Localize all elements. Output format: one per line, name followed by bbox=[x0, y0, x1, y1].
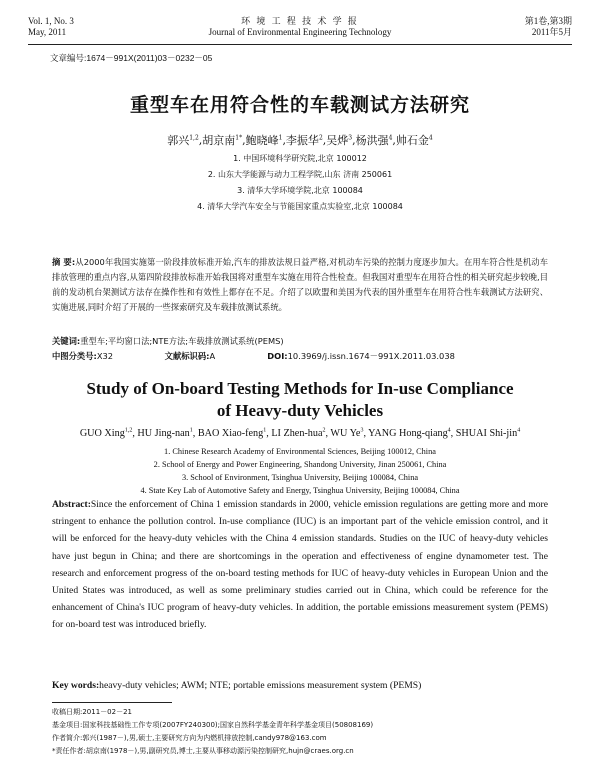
title-en-line: of Heavy-duty Vehicles bbox=[216, 401, 384, 420]
author-en: , WU Ye bbox=[325, 428, 361, 439]
date-zh: 2011年5月 bbox=[531, 27, 572, 37]
abstract-zh-text: 从2000年我国实施第一阶段排放标准开始,汽车的排放法规日益严格,对机动车污染的控制力度逐步加大。在用车符合性是机动车排放管理的重点内容,从第四阶段排放标准开始我国将对重型车实施在用符合性检查。但我国对重型车在用符合性的相关研究起步较晚,目前的发动机台架测试方法存在操作性和有效性上都存在不足。介绍了以欧盟和美国为代表的国外重型车在用符合性车载测试方法研究、实施进展,同时介绍了开展的一些探索研究及车载排放测试系统。 bbox=[52, 257, 548, 312]
clc-value: X32 bbox=[96, 351, 114, 361]
author-zh: ,杨洪强 bbox=[352, 134, 389, 147]
affiliation-zh: 4. 清华大学汽车安全与节能国家重点实验室,北京 100084 bbox=[197, 202, 403, 211]
author-sup: 1 bbox=[189, 427, 193, 434]
abstract-en-text: Since the enforcement of China 1 emission standards in 2000, vehicle emission regulations are getting more and more stringent to enhance the pollution control. In-use compliance (IUC) is an important part of the vehicle emission control, and it will be enforced for the heavy-duty vehicles with the China 4 emission standards. Studies on the IUC of heavy-duty vehicles have just begun in China; and there are shortcomings in the operation and effectiveness of engine dynamometer test. The research and enforcement progress of the on-board testing methods for IUC of heavy-duty vehicles in European Union and the United States was introduced, as well as some preliminary studies carried out in China, which could be reference for the enhancement of China's IUC program of heavy-duty vehicles. In addition, the portable emissions measurement system (PEMS) for on-board test was introduced briefly. bbox=[52, 499, 548, 631]
doi bbox=[267, 350, 455, 362]
footnote-author: 作者简介:郭兴(1987－),男,硕士,主要研究方向为内燃机排放控制,candy978@163.com bbox=[52, 734, 327, 742]
affiliation-zh: 2. 山东大学能源与动力工程学院,山东 济南 250061 bbox=[207, 170, 393, 179]
keywords-zh bbox=[52, 335, 548, 347]
affiliation-zh: 3. 清华大学环境学院,北京 100084 bbox=[237, 186, 363, 195]
authors-zh bbox=[0, 132, 600, 148]
author-zh: ,帅石金 bbox=[392, 134, 429, 147]
keywords-zh-text: 重型车;平均窗口法;NTE方法;车载排放测试系统(PEMS) bbox=[80, 336, 284, 346]
author-sup: 4 bbox=[388, 134, 393, 142]
doc-code bbox=[165, 350, 265, 362]
authors-en bbox=[0, 428, 600, 439]
keywords-en-label: Key words: bbox=[52, 680, 100, 691]
header-right bbox=[525, 16, 572, 38]
article-number: 文章编号:1674－991X(2011)03－0232－05 bbox=[50, 53, 213, 63]
affiliation-en: 2. School of Energy and Power Engineering, Shandong University, Jinan 250061, China bbox=[153, 460, 447, 469]
affiliation-zh: 1. 中国环境科学研究院,北京 100012 bbox=[233, 154, 367, 163]
doi-label: DOI: bbox=[267, 351, 288, 361]
header-center bbox=[28, 16, 572, 38]
author-zh: ,鲍晓峰 bbox=[242, 134, 279, 147]
author-sup: 1,2 bbox=[189, 134, 199, 142]
author-sup: 3 bbox=[360, 427, 364, 434]
author-en: , LI Zhen-hua bbox=[266, 428, 323, 439]
abstract-zh bbox=[52, 255, 548, 315]
author-sup: 1* bbox=[235, 134, 243, 142]
author-en: , BAO Xiao-feng bbox=[192, 428, 264, 439]
author-sup: 1 bbox=[278, 134, 283, 142]
footnote-funding: 基金项目:国家科技基础性工作专项(2007FY240300);国家自然科学基金青年科学基金项目(50808169) bbox=[52, 721, 374, 729]
clc-number bbox=[52, 350, 162, 362]
doc-value: A bbox=[209, 351, 216, 361]
author-en: , SHUAI Shi-jin bbox=[450, 428, 518, 439]
author-en: , HU Jing-nan bbox=[132, 428, 190, 439]
author-en: , YANG Hong-qiang bbox=[363, 428, 448, 439]
footnote-received: 收稿日期:2011－02－21 bbox=[52, 708, 132, 716]
clc-label: 中图分类号: bbox=[52, 351, 97, 361]
title-zh: 重型车在用符合性的车载测试方法研究 bbox=[129, 94, 470, 116]
footnote-corresponding: *责任作者:胡京南(1978－),男,副研究员,博士,主要从事移动源污染控制研究,hujn@craes.org.cn bbox=[52, 747, 354, 755]
author-zh: ,李振华 bbox=[282, 134, 319, 147]
keywords-zh-label: 关键词: bbox=[52, 336, 81, 346]
volume-issue-zh: 第1卷,第3期 bbox=[524, 16, 572, 26]
abstract-zh-label: 摘 要: bbox=[52, 257, 76, 267]
author-sup: 2 bbox=[318, 134, 323, 142]
doc-label: 文献标识码: bbox=[164, 351, 210, 361]
affiliation-en: 4. State Key Lab of Automotive Safety and Energy, Tsinghua University, Beijing 100084, China bbox=[140, 486, 460, 495]
title-en-line: Study of On-board Testing Methods for In-use Compliance bbox=[86, 379, 514, 398]
author-sup: 1,2 bbox=[124, 427, 133, 434]
affiliation-en: 1. Chinese Research Academy of Environmental Sciences, Beijing 100012, China bbox=[164, 447, 436, 456]
abstract-en bbox=[52, 496, 548, 634]
author-sup: 4 bbox=[517, 427, 521, 434]
doi-value: 10.3969/j.issn.1674－991X.2011.03.038 bbox=[287, 351, 455, 361]
affiliation-en: 3. School of Environment, Tsinghua University, Beijing 100084, China bbox=[181, 473, 419, 482]
footnote-divider bbox=[52, 702, 172, 703]
abstract-en-label: Abstract: bbox=[52, 499, 91, 510]
journal-name-en: Journal of Environmental Engineering Technology bbox=[208, 27, 392, 37]
keywords-en bbox=[52, 680, 548, 691]
author-zh: ,吴烨 bbox=[322, 134, 349, 147]
running-header bbox=[28, 14, 572, 45]
author-zh: 郭兴 bbox=[167, 134, 190, 147]
author-sup: 2 bbox=[322, 427, 326, 434]
date-en: May, 2011 bbox=[28, 27, 67, 37]
journal-name-zh: 环 境 工 程 技 术 学 报 bbox=[241, 16, 359, 26]
author-sup: 1 bbox=[263, 427, 267, 434]
title-en bbox=[0, 378, 600, 422]
author-sup: 4 bbox=[447, 427, 451, 434]
author-en: GUO Xing bbox=[79, 428, 125, 439]
author-sup: 4 bbox=[428, 134, 433, 142]
volume-issue-en: Vol. 1, No. 3 bbox=[28, 16, 74, 26]
author-sup: 3 bbox=[348, 134, 353, 142]
keywords-en-text: heavy-duty vehicles; AWM; NTE; portable emissions measurement system (PEMS) bbox=[99, 680, 422, 691]
author-zh: ,胡京南 bbox=[198, 134, 236, 147]
classification-line bbox=[52, 350, 548, 362]
